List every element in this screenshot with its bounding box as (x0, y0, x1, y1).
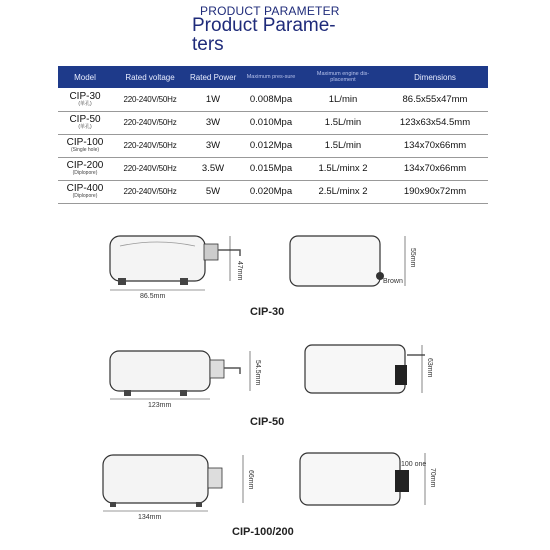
cell-voltage: 220-240V/50Hz (123, 164, 177, 173)
cell-power: 1W (205, 93, 221, 105)
cip50-front-view (100, 346, 275, 411)
cell-displacement: 2.5L/minx 2 (318, 186, 368, 197)
cell-model (58, 157, 112, 180)
cell-power: 3W (205, 117, 221, 128)
cip30-side-height-label: 55mm (409, 248, 416, 268)
cell-pressure: 0.020Mpa (249, 186, 293, 197)
cip30-width-label: 86.5mm (140, 293, 166, 300)
cell-pressure: 0.010Mpa (249, 117, 293, 128)
cip30-side-view (285, 228, 425, 298)
cell-displacement: 1.5L/min (324, 117, 362, 128)
cell-voltage: 220-240V/50Hz (123, 187, 177, 196)
cell-dimensions: 134x70x66mm (403, 163, 467, 174)
model-note: (Diplopore) (72, 193, 98, 199)
parameter-table-container (58, 66, 488, 204)
cell-dimensions: 134x70x66mm (403, 140, 467, 151)
model-name: CIP-100 (66, 137, 104, 148)
cip50-height-label: 54.5mm (254, 360, 261, 386)
cip100-caption: CIP-100/200 (232, 526, 294, 538)
model-note: (Diplopore) (72, 170, 98, 176)
cip100-side-view (295, 448, 445, 518)
model-name: CIP-200 (66, 160, 104, 171)
cip100-height-label: 66mm (247, 470, 254, 490)
cell-model (58, 88, 112, 111)
page-subtitle: PRODUCT PARAMETER (200, 4, 340, 18)
column-header-model: Model (74, 72, 96, 82)
cell-power: 3W (205, 140, 221, 151)
cip30-side-note: Brown (383, 278, 403, 285)
cell-displacement: 1.5L/minx 2 (318, 163, 368, 174)
cip30-front-view (100, 226, 260, 301)
column-header-power: Rated Power (190, 72, 237, 82)
cell-power: 3.5W (201, 163, 225, 174)
table-row (58, 180, 488, 203)
cip50-side-height-label: 63mm (426, 358, 433, 378)
model-name: CIP-50 (69, 114, 101, 125)
parameter-table (58, 66, 488, 204)
model-note: (单孔) (78, 100, 92, 107)
cell-voltage: 220-240V/50Hz (123, 141, 177, 150)
cell-model (58, 134, 112, 157)
cip30-caption: CIP-30 (250, 306, 285, 318)
column-header-dimensions: Dimensions (414, 72, 456, 82)
cell-dimensions: 190x90x72mm (403, 186, 467, 197)
table-row (58, 88, 488, 111)
column-header-voltage: Rated voltage (125, 72, 175, 82)
model-note: (Single hole) (70, 147, 100, 153)
table-header-row (58, 66, 488, 88)
cell-model (58, 111, 112, 134)
cip50-width-label: 123mm (148, 402, 172, 409)
cell-voltage: 220-240V/50Hz (123, 118, 177, 127)
page-title (192, 16, 392, 54)
model-note: (单孔) (78, 124, 92, 130)
table-row (58, 111, 488, 134)
cip30-height-label: 47mm (236, 261, 243, 281)
table-row (58, 157, 488, 180)
cell-pressure: 0.012Mpa (249, 140, 293, 151)
cip100-front-view (98, 450, 273, 520)
cell-power: 5W (205, 186, 221, 197)
cell-dimensions: 86.5x55x47mm (402, 93, 468, 105)
column-header-displacement: Maximum engine dis-placement (316, 71, 370, 83)
cip100-side-height-label: 70mm (429, 468, 436, 488)
cip100-width-label: 134mm (138, 514, 162, 520)
cell-displacement: 1.5L/min (324, 140, 362, 151)
cell-pressure: 0.008Mpa (249, 93, 293, 105)
cip100-side-note: 100 one (401, 461, 427, 468)
page-title-line-2: ters (192, 34, 224, 55)
table-row (58, 134, 488, 157)
model-name: CIP-30 (69, 90, 101, 102)
cell-pressure: 0.015Mpa (249, 163, 293, 174)
cip50-side-view (300, 340, 440, 410)
cell-model (58, 180, 112, 203)
cip50-caption: CIP-50 (250, 416, 285, 428)
cell-displacement: 1L/min (328, 93, 358, 105)
column-header-pressure: Maximum pres-sure (246, 74, 296, 80)
cell-dimensions: 123x63x54.5mm (399, 117, 471, 128)
page-title-line-1: Product Parame- (192, 15, 336, 36)
model-name: CIP-400 (66, 183, 104, 194)
cell-voltage: 220-240V/50Hz (123, 94, 177, 104)
